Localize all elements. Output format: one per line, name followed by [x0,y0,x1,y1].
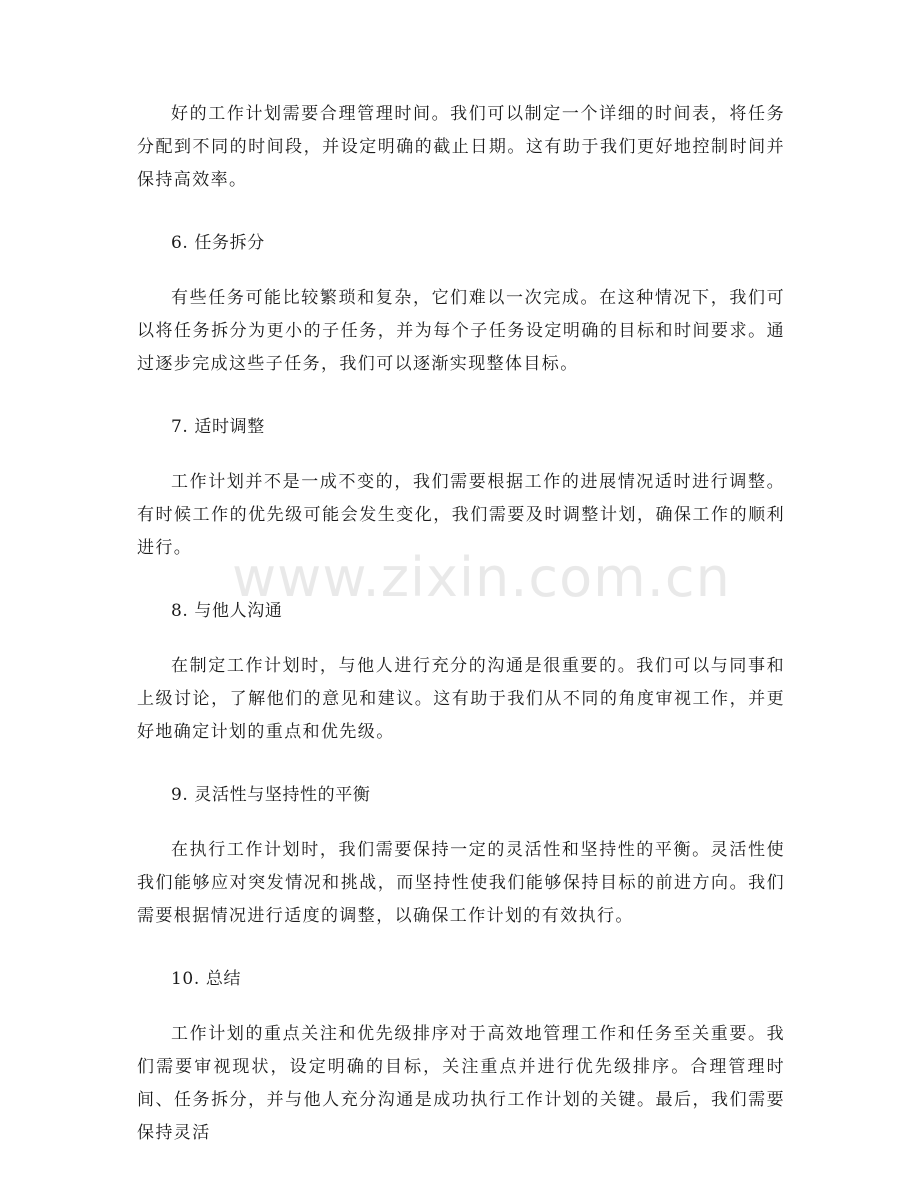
section-body-7: 工作计划并不是一成不变的，我们需要根据工作的进展情况适时进行调整。有时候工作的优先级可能会发生变化，我们需要及时调整计划，确保工作的顺利进行。 [137,472,785,558]
section-heading-9: 9. 灵活性与坚持性的平衡 [171,785,371,805]
intro-paragraph: 好的工作计划需要合理管理时间。我们可以制定一个详细的时间表，将任务分配到不同的时间段，并设定明确的截止日期。这有助于我们更好地控制时间并保持高效率。 [137,104,785,190]
section-body-9: 在执行工作计划时，我们需要保持一定的灵活性和坚持性的平衡。灵活性使我们能够应对突发情况和挑战，而坚持性使我们能够保持目标的前进方向。我们需要根据情况进行适度的调整，以确保工作计划的有效执行。 [137,840,785,926]
section-body-6: 有些任务可能比较繁琐和复杂，它们难以一次完成。在这种情况下，我们可以将任务拆分为更小的子任务，并为每个子任务设定明确的目标和时间要求。通过逐步完成这些子任务，我们可以逐渐实现整体目标。 [137,288,785,374]
section-body-8: 在制定工作计划时，与他人进行充分的沟通是很重要的。我们可以与同事和上级讨论，了解他们的意见和建议。这有助于我们从不同的角度审视工作，并更好地确定计划的重点和优先级。 [137,656,785,742]
section-heading-8: 8. 与他人沟通 [171,601,283,621]
section-body-10: 工作计划的重点关注和优先级排序对于高效地管理工作和任务至关重要。我们需要审视现状，设定明确的目标，关注重点并进行优先级排序。合理管理时间、任务拆分，并与他人充分沟通是成功执行工作计划的关键。最后，我们需要保持灵活 [137,1024,785,1143]
section-heading-7: 7. 适时调整 [171,417,265,437]
watermark: www.zixin.com.cn [232,546,731,609]
document-page [137,98,785,1150]
section-heading-6: 6. 任务拆分 [171,233,265,253]
section-heading-10: 10. 总结 [171,969,242,989]
